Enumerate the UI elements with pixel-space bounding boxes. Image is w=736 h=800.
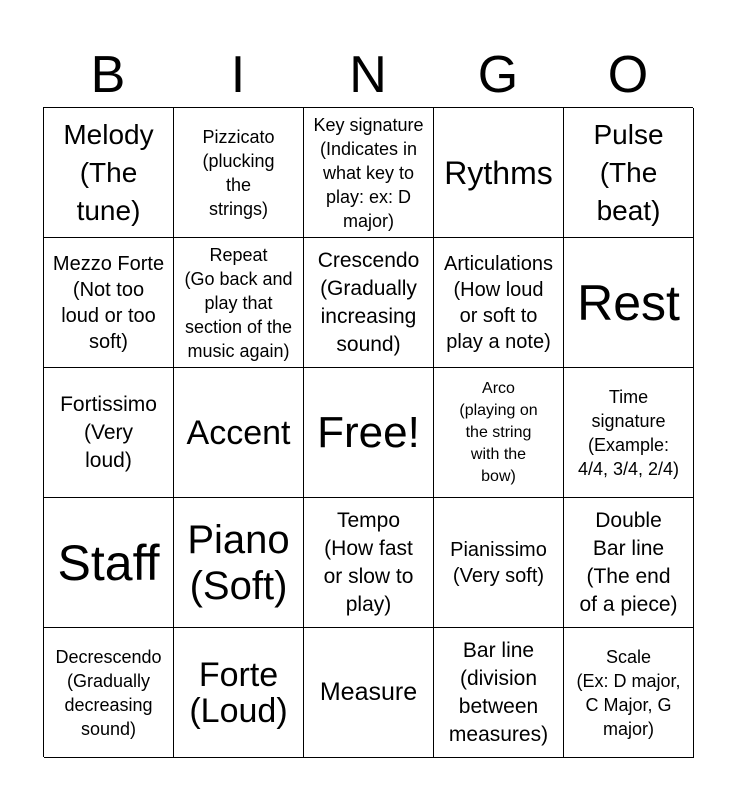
header-letter-i: I (230, 46, 246, 104)
header-letter-o: O (607, 46, 649, 104)
cell-text: Scale (Ex: D major, C Major, G major) (576, 646, 681, 739)
bingo-cell-r2-c3[interactable] (304, 238, 434, 368)
bingo-cell-r4-c3[interactable] (304, 498, 434, 628)
bingo-cell-r2-c1[interactable] (44, 238, 174, 368)
cell-text: Rythms (444, 154, 553, 191)
bingo-cell-r1-c1[interactable] (44, 108, 174, 238)
header-letter-n: N (349, 46, 387, 104)
cell-text: Fortissimo (Very loud) (60, 392, 157, 472)
cell-text: Pulse (The beat) (593, 118, 664, 226)
cell-text: Pizzicato (plucking the strings) (202, 126, 275, 219)
bingo-cell-r1-c3[interactable] (304, 108, 434, 238)
bingo-cell-r3-c5[interactable] (564, 368, 694, 498)
bingo-cell-r2-c5[interactable] (564, 238, 694, 368)
bingo-cell-r4-c4[interactable] (434, 498, 564, 628)
cell-text: Arco (playing on the string with the bow) (459, 379, 538, 485)
bingo-cell-r4-c2[interactable] (174, 498, 304, 628)
cell-text: Crescendo (Gradually increasing sound) (317, 248, 420, 356)
bingo-cell-r3-c4[interactable] (434, 368, 564, 498)
header-letter-g: G (477, 46, 519, 104)
cell-text: Piano (Soft) (187, 517, 290, 608)
cell-text: Free! (317, 407, 420, 457)
bingo-cell-r3-c3[interactable] (304, 368, 434, 498)
cell-text: Tempo (How fast or slow to play) (323, 508, 414, 616)
cell-text: Measure (319, 678, 418, 706)
bingo-board (43, 107, 693, 757)
cell-text: Double Bar line (The end of a piece) (579, 508, 678, 616)
cell-text: Repeat (Go back and play that section of the music again) (184, 244, 293, 361)
cell-text: Time signature (Example: 4/4, 3/4, 2/4) (577, 386, 680, 479)
bingo-cell-r1-c5[interactable] (564, 108, 694, 238)
bingo-cell-r5-c3[interactable] (304, 628, 434, 758)
bingo-cell-r1-c4[interactable] (434, 108, 564, 238)
cell-text: Rest (577, 274, 680, 331)
cell-text: Mezzo Forte (Not too loud or too soft) (52, 252, 165, 353)
cell-text: Decrescendo (Gradually decreasing sound) (55, 646, 162, 739)
header-letter-b: B (90, 46, 126, 104)
cell-text: Articulations (How loud or soft to play a note) (444, 252, 553, 353)
cell-text: Bar line (division between measures) (448, 638, 549, 746)
bingo-cell-r4-c5[interactable] (564, 498, 694, 628)
cell-text: Melody (The tune) (63, 118, 154, 226)
bingo-cell-r1-c2[interactable] (174, 108, 304, 238)
bingo-cell-r3-c1[interactable] (44, 368, 174, 498)
cell-text: Key signature (Indicates in what key to play: ex: D major) (313, 114, 424, 231)
bingo-cell-r5-c2[interactable] (174, 628, 304, 758)
cell-text: Pianissimo (Very soft) (450, 538, 547, 587)
cell-text: Accent (186, 413, 291, 452)
bingo-cell-r5-c1[interactable] (44, 628, 174, 758)
bingo-cell-r2-c2[interactable] (174, 238, 304, 368)
cell-text: Forte (Loud) (189, 655, 288, 730)
bingo-cell-r3-c2[interactable] (174, 368, 304, 498)
cell-text: Staff (57, 534, 160, 591)
bingo-cell-r4-c1[interactable] (44, 498, 174, 628)
bingo-cell-r5-c4[interactable] (434, 628, 564, 758)
bingo-cell-r5-c5[interactable] (564, 628, 694, 758)
bingo-cell-r2-c4[interactable] (434, 238, 564, 368)
bingo-header (43, 42, 693, 108)
